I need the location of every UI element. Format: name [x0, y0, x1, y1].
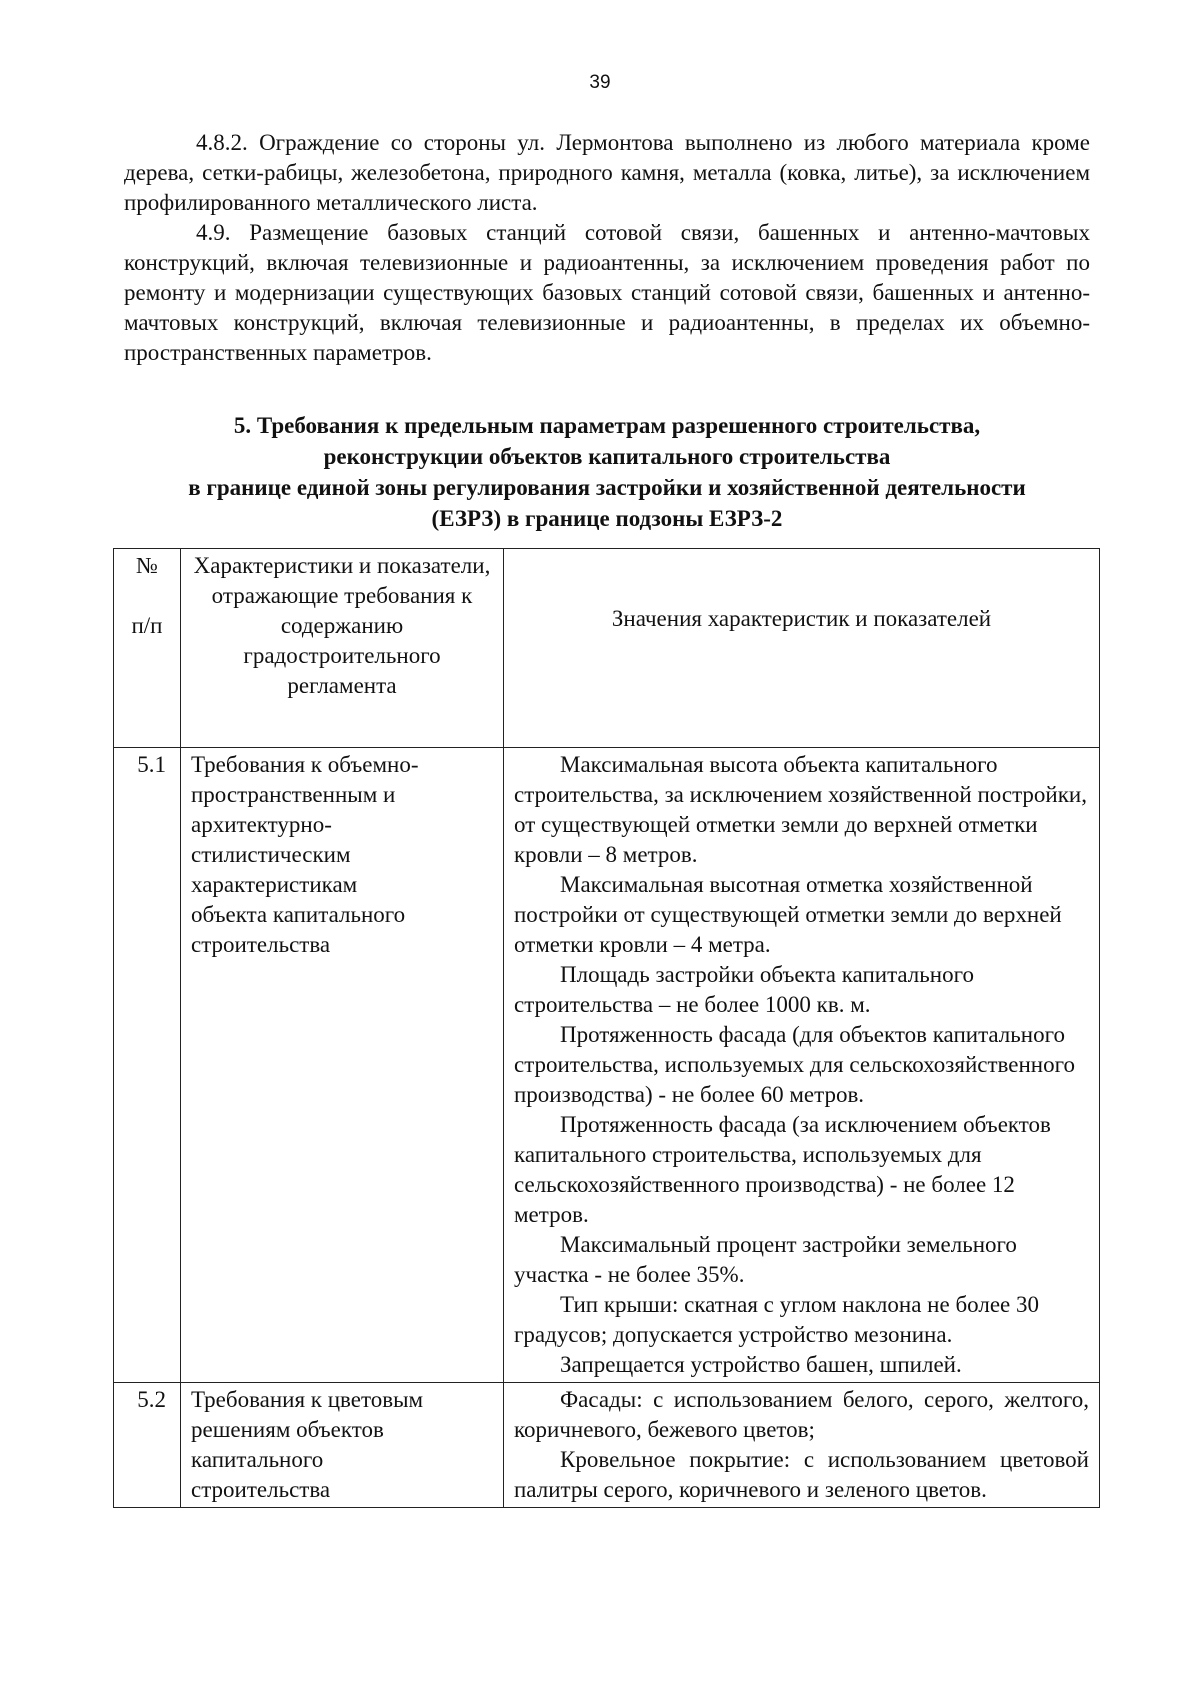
paragraph-4-9: 4.9. Размещение базовых станций сотовой связи, башенных и антенно-мачтовых конструкций, включая телевизионные и радиоантенны, за исключением проведения работ по ремонту и модернизации существующих базовых станций сотовой связи, башенных и антенно-мачтовых конструкций, включая телевизионные и радиоантенны, в пределах их объемно-пространственных параметров.: [124, 220, 1090, 365]
section-title-line: (ЕЗРЗ) в границе подзоны ЕЗРЗ-2: [431, 506, 783, 531]
row-characteristic: [181, 748, 504, 1383]
section-title-line: реконструкции объектов капитального строительства: [323, 444, 891, 469]
characteristic-line: Требования к цветовым: [191, 1387, 424, 1412]
characteristic-line: объекта капитального: [191, 902, 406, 927]
row-number: 5.1: [114, 748, 181, 1383]
header-number-abbr: п/п: [131, 613, 163, 638]
row-number: 5.2: [114, 1383, 181, 1508]
header-number-symbol: №: [136, 553, 158, 578]
row-characteristic: [181, 1383, 504, 1508]
value-paragraph: Запрещается устройство башен, шпилей.: [560, 1352, 962, 1377]
regulations-table: [113, 548, 1100, 1508]
characteristic-line: стилистическим: [191, 842, 351, 867]
value-paragraph: Протяженность фасада (для объектов капитального строительства, используемых для сельскохозяйственного производства) - не более 60 метров.: [514, 1022, 1075, 1107]
characteristic-line: решениям объектов: [191, 1417, 384, 1442]
section-title-line: 5. Требования к предельным параметрам разрешенного строительства,: [233, 413, 981, 438]
value-paragraph: Тип крыши: скатная с углом наклона не более 30 градусов; допускается устройство мезонина.: [514, 1292, 1039, 1347]
characteristic-line: Требования к объемно-: [191, 752, 419, 777]
characteristic-line: строительства: [191, 932, 331, 957]
header-number: [114, 549, 181, 748]
value-paragraph: Максимальная высота объекта капитального строительства, за исключением хозяйственной постройки, от существующей отметки земли до верхней отметки кровли – 8 метров.: [514, 752, 1087, 867]
page-number: 39: [589, 72, 611, 93]
characteristic-line: капитального: [191, 1447, 324, 1472]
table-header-row: [114, 549, 1100, 748]
paragraph-4-8-2: 4.8.2. Ограждение со стороны ул. Лермонтова выполнено из любого материала кроме дерева, сетки-рабицы, железобетона, природного камня, металла (ковка, литье), за исключением профилированного металлического листа.: [124, 130, 1090, 215]
value-paragraph: Кровельное покрытие: с использованием цветовой палитры серого, коричневого и зеленого цветов.: [514, 1447, 1089, 1502]
table-row: [114, 1383, 1100, 1508]
table-row: [114, 748, 1100, 1383]
value-paragraph: Фасады: с использованием белого, серого, желтого, коричневого, бежевого цветов;: [514, 1387, 1089, 1442]
row-values: [504, 1383, 1100, 1508]
value-paragraph: Максимальный процент застройки земельного участка - не более 35%.: [514, 1232, 1017, 1287]
document-body: [124, 128, 1090, 534]
header-values: Значения характеристик и показателей: [504, 549, 1100, 748]
row-values: [504, 748, 1100, 1383]
characteristic-line: пространственным и: [191, 782, 396, 807]
characteristic-line: архитектурно-: [191, 812, 332, 837]
characteristic-line: характеристикам: [191, 872, 358, 897]
section-title: [124, 410, 1090, 534]
characteristic-line: строительства: [191, 1477, 331, 1502]
value-paragraph: Площадь застройки объекта капитального строительства – не более 1000 кв. м.: [514, 962, 974, 1017]
value-paragraph: Протяженность фасада (за исключением объектов капитального строительства, используемых для сельскохозяйственного производства) - не более 12 метров.: [514, 1112, 1051, 1227]
value-paragraph: Максимальная высотная отметка хозяйственной постройки от существующей отметки земли до верхней отметки кровли – 4 метра.: [514, 872, 1062, 957]
section-title-line: в границе единой зоны регулирования застройки и хозяйственной деятельности: [188, 475, 1026, 500]
header-characteristics: Характеристики и показатели, отражающие требования к содержанию градостроительного регламента: [181, 549, 504, 748]
